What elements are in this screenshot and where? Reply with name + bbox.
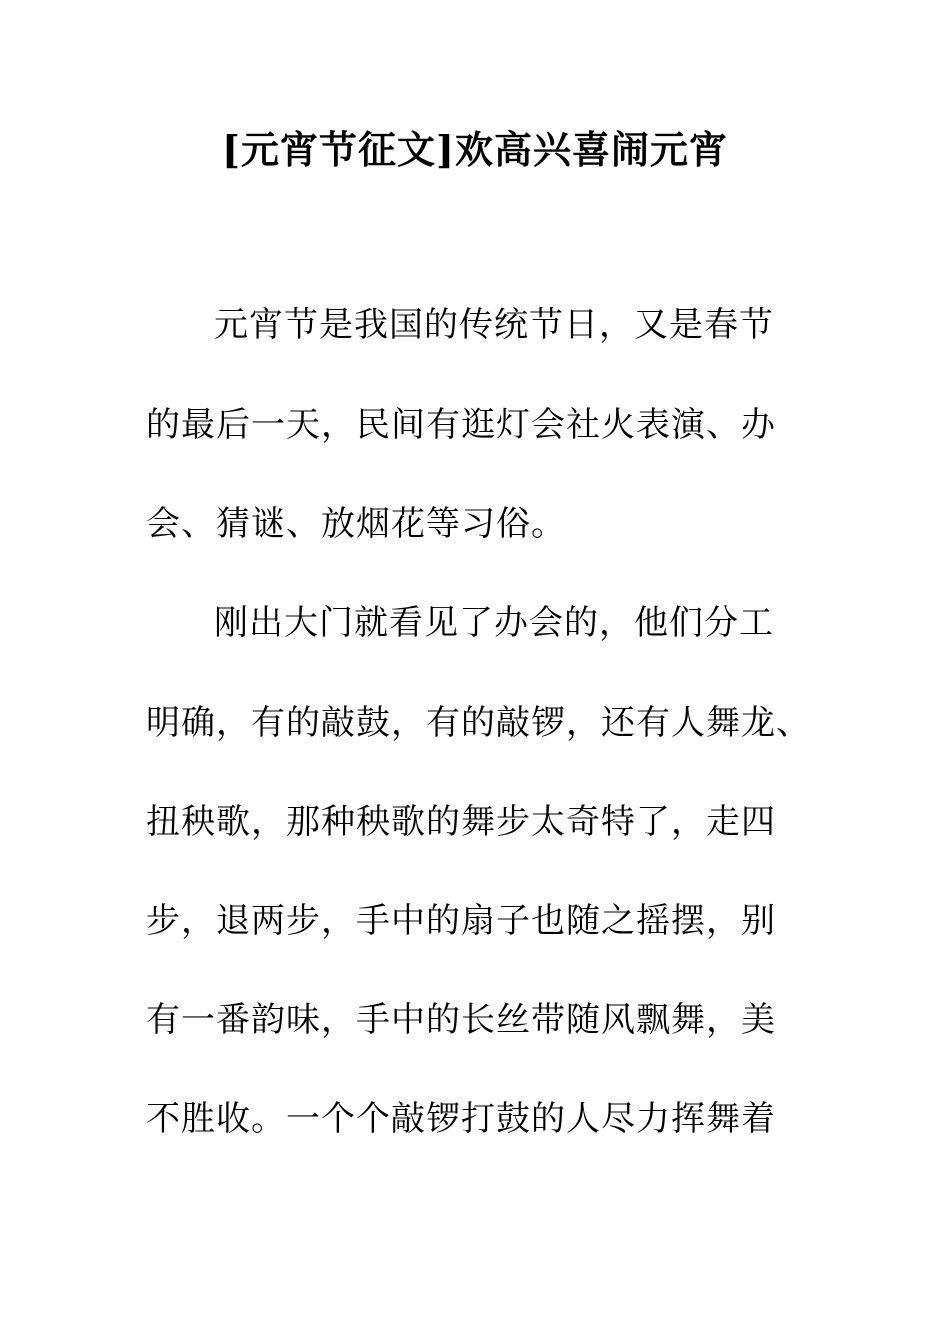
paragraph-2-line-3: 扭秧歌，那种秧歌的舞步太奇特了，走四	[146, 802, 776, 842]
paragraph-2-line-5: 有一番韵味，手中的长丝带随风飘舞，美	[146, 1000, 776, 1040]
paragraph-1-line-3: 会、猜谜、放烟花等习俗。	[146, 504, 566, 544]
paragraph-2-line-6: 不胜收。一个个敲锣打鼓的人尽力挥舞着	[146, 1099, 776, 1139]
paragraph-2-line-2: 明确，有的敲鼓，有的敲锣，还有人舞龙、	[146, 703, 811, 743]
paragraph-2-line-4: 步，退两步，手中的扇子也随之摇摆，别	[146, 901, 776, 941]
paragraph-1-line-1: 元宵节是我国的传统节日，又是春节	[214, 305, 774, 345]
document-title: [元宵节征文]欢高兴喜闹元宵	[222, 127, 728, 172]
paragraph-1-line-2: 的最后一天，民间有逛灯会社火表演、办	[146, 405, 776, 445]
paragraph-2-line-1: 刚出大门就看见了办会的，他们分工	[214, 603, 774, 643]
